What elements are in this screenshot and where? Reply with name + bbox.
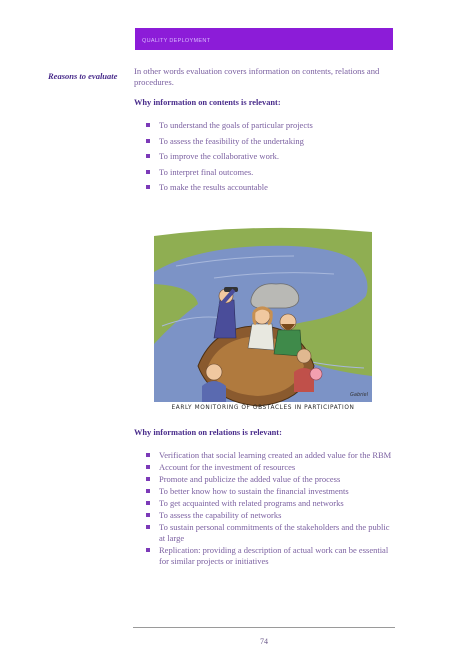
list-item: Account for the investment of resources bbox=[146, 462, 394, 473]
intro-paragraph: In other words evaluation covers information on contents, relations and procedures. bbox=[134, 66, 380, 87]
page-number: 74 bbox=[260, 637, 268, 646]
rock bbox=[251, 284, 299, 308]
cartoon-illustration bbox=[154, 226, 372, 422]
header-text: QUALITY DEPLOYMENT bbox=[142, 38, 211, 44]
list-item: To improve the collaborative work. bbox=[146, 151, 386, 162]
contents-heading: Why information on contents is relevant: bbox=[134, 98, 281, 107]
cartoon-caption: EARLY MONITORING OF OBSTACLES IN PARTICIPATION bbox=[171, 405, 355, 411]
contents-list bbox=[146, 120, 386, 198]
list-item: To sustain personal commitments of the stakeholders and the public at large bbox=[146, 522, 394, 544]
list-item: Promote and publicize the added value of the process bbox=[146, 474, 394, 485]
list-item: Verification that social learning created an added value for the RBM bbox=[146, 450, 394, 461]
svg-text:Gabriel: Gabriel bbox=[350, 392, 369, 398]
list-item: To assess the feasibility of the undertaking bbox=[146, 136, 386, 147]
list-item: To assess the capability of networks bbox=[146, 510, 394, 521]
list-item: To better know how to sustain the financial investments bbox=[146, 486, 394, 497]
list-item: Replication: providing a description of actual work can be essential for similar projects or initiatives bbox=[146, 545, 394, 567]
relations-list bbox=[146, 450, 394, 568]
list-item: To understand the goals of particular projects bbox=[146, 120, 386, 131]
list-item: To interpret final outcomes. bbox=[146, 167, 386, 178]
footer-divider bbox=[133, 627, 395, 628]
list-item: To make the results accountable bbox=[146, 182, 386, 193]
list-item: To get acquainted with related programs and networks bbox=[146, 498, 394, 509]
side-label: Reasons to evaluate bbox=[48, 71, 118, 81]
header-bar bbox=[135, 28, 393, 50]
relations-heading: Why information on relations is relevant: bbox=[134, 428, 282, 437]
